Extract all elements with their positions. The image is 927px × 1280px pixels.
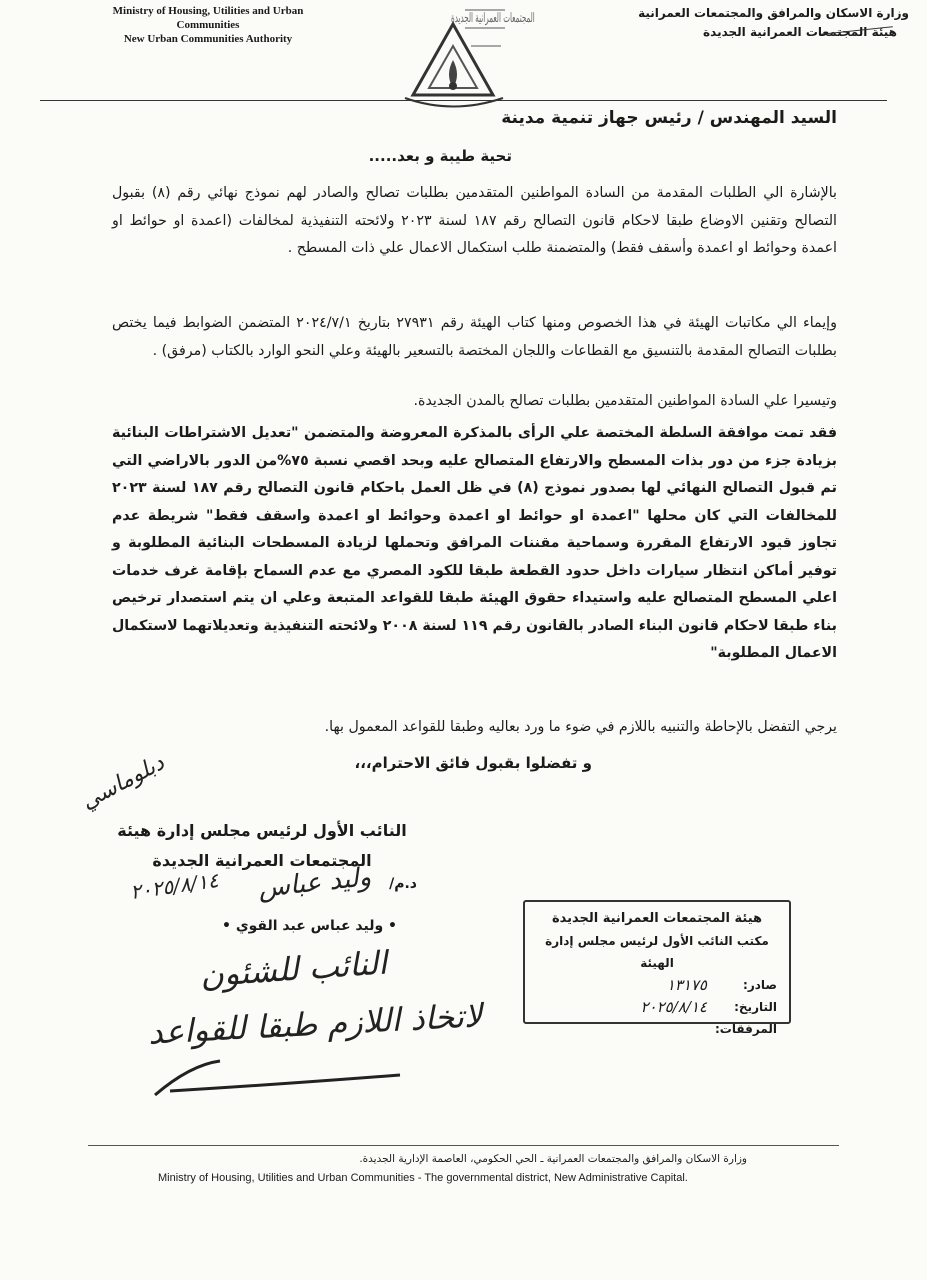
header-arabic <box>619 4 909 42</box>
stamp-outgoing-value: ١٣١٧٥ <box>666 976 707 994</box>
stamp-date-value: ٢٠٢٥/٨/١٤ <box>640 998 707 1016</box>
authority-logo-icon <box>395 0 535 112</box>
signatory-title-line-2: المجتمعات العمرانية الجديدة <box>152 851 372 870</box>
closing: و تفضلوا بقبول فائق الاحترام،،، <box>354 754 592 772</box>
logo-text: المجتمعات العمرانية الجديدة <box>451 10 535 26</box>
header-ar-line-2: هيئة المجتمعات العمرانية الجديدة <box>703 25 897 39</box>
handwritten-corner-note: دبلوماسي <box>77 750 169 815</box>
stamp-row-outgoing <box>537 974 777 996</box>
greeting: تحية طيبة و بعد..... <box>368 147 512 165</box>
header-en-line-3: New Urban Communities Authority <box>123 33 293 45</box>
paragraph-4: فقد تمت موافقة السلطة المختصة علي الرأى بالمذكرة المعروضة والمتضمن "تعديل الاشتراطات البنائية بزيادة جزء من دور بذات المسطح والارتفاع المتصالح عليه وبحد اقصي نسبة ٧٥%من الدور بالاراضي التي تم قبول التصالح النهائي لها بصدور نموذج (٨) في ظل العمل باحكام قانون التصالح رقم ١٨٧ لسنة ٢٠٢٣ للمخالفات التي كان محلها "اعمدة او حوائط او اعمدة وحوائط او اعمدة واسقف فقط" شريطة عدم تجاوز قيود الارتفاع المقررة وسماحية مقننات المرافق وتحملها لزيادة المسطحات البنائية المطلوبة و توفير أماكن انتظار سيارات داخل حدود القطعة طبقا للكود المصري مع عدم السماح بإقامة غرف خدمات اعلي المسطح المتصالح عليه واستيداء حقوق الهيئة طبقا للقواعد المتبعة وعلي ان يتم استصدار ترخيص بناء طبقا لاحكام قانون البناء الصادر بالقانون رقم ١١٩ لسنة ٢٠٠٨ ولائحته التنفيذية وتعديلاتهما لاستكمال الاعمال المطلوبة" <box>112 425 837 661</box>
handwritten-flourish-icon <box>150 1055 410 1100</box>
header-en-line-1: Ministry of Housing, Utilities and Urban <box>112 5 304 17</box>
signatory-name: • وليد عباس عبد القوي • <box>222 918 397 934</box>
stamp-date-label: التاريخ: <box>734 1000 777 1014</box>
stamp-outgoing-label: صادر: <box>743 978 777 992</box>
stamp-title: هيئة المجتمعات العمرانية الجديدة <box>551 911 763 926</box>
stamp-row-attachments <box>537 1018 777 1040</box>
stamp-subtitle: مكتب النائب الأول لرئيس مجلس إدارة الهيئة <box>545 934 769 970</box>
footer-english: Ministry of Housing, Utilities and Urban Communities - The governmental district, New Administrative Capital. <box>158 1172 688 1184</box>
stamp-attachments-label: المرفقات: <box>715 1022 777 1036</box>
addressee: السيد المهندس / رئيس جهاز تنمية مدينة <box>501 108 837 128</box>
footer-divider <box>88 1145 839 1146</box>
stamp-row-date <box>537 996 777 1018</box>
signatory-prefix: د.م/ <box>389 876 417 892</box>
handwritten-note-2: لاتخاذ اللازم طبقا للقواعد <box>147 996 483 1052</box>
footer-arabic: وزارة الاسكان والمرافق والمجتمعات العمرانية ـ الحي الحكومي، العاصمة الإدارية الجديدة. <box>359 1153 747 1165</box>
header-en-line-2: Communities <box>176 19 240 31</box>
header-english <box>48 4 368 46</box>
handwritten-date: ٢٠٢٥/٨/١٤ <box>128 867 220 905</box>
handwritten-signature: وليد عباس <box>256 862 373 904</box>
signatory-title <box>97 816 427 876</box>
handwritten-note-1: النائب للشئون <box>198 943 389 995</box>
header-ar-line-1: وزارة الاسكان والمرافق والمجتمعات العمرانية <box>638 6 909 20</box>
incoming-stamp <box>523 900 791 1036</box>
paragraph-3: وتيسيرا علي السادة المواطنين المتقدمين بطلبات تصالح بالمدن الجديدة. <box>413 393 837 409</box>
paragraph-5: يرجي التفضل بالإحاطة والتنبيه باللازم في ضوء ما ورد بعاليه وطبقا للقواعد المعمول بها. <box>324 719 837 735</box>
signatory-title-line-1: النائب الأول لرئيس مجلس إدارة هيئة <box>117 821 407 840</box>
header-divider <box>40 100 887 101</box>
paragraph-1: بالإشارة الي الطلبات المقدمة من السادة المواطنين المتقدمين بطلبات تصالح والصادر لهم نموذج نهائي رقم (٨) بقبول التصالح وتقنين الاوضاع طبقا لاحكام قانون التصالح رقم ١٨٧ لسنة ٢٠٢٣ ولائحته التنفيذية لمخالفات (اعمدة او حوائط او اعمدة وحوائط او اعمدة وأسقف فقط) والمتضمنة طلب استكمال الاعمال علي ذات المسطح . <box>112 185 837 256</box>
paragraph-2: وإيماء الي مكاتبات الهيئة في هذا الخصوص ومنها كتاب الهيئة رقم ٢٧٩٣١ بتاريخ ٢٠٢٤/٧/١ المتضمن الضوابط فيما يختص بطلبات التصالح المقدمة بالتنسيق مع القطاعات واللجان المختصة بالتسعير بالهيئة وعلي النحو الوارد بالكتاب (مرفق) . <box>112 315 837 359</box>
